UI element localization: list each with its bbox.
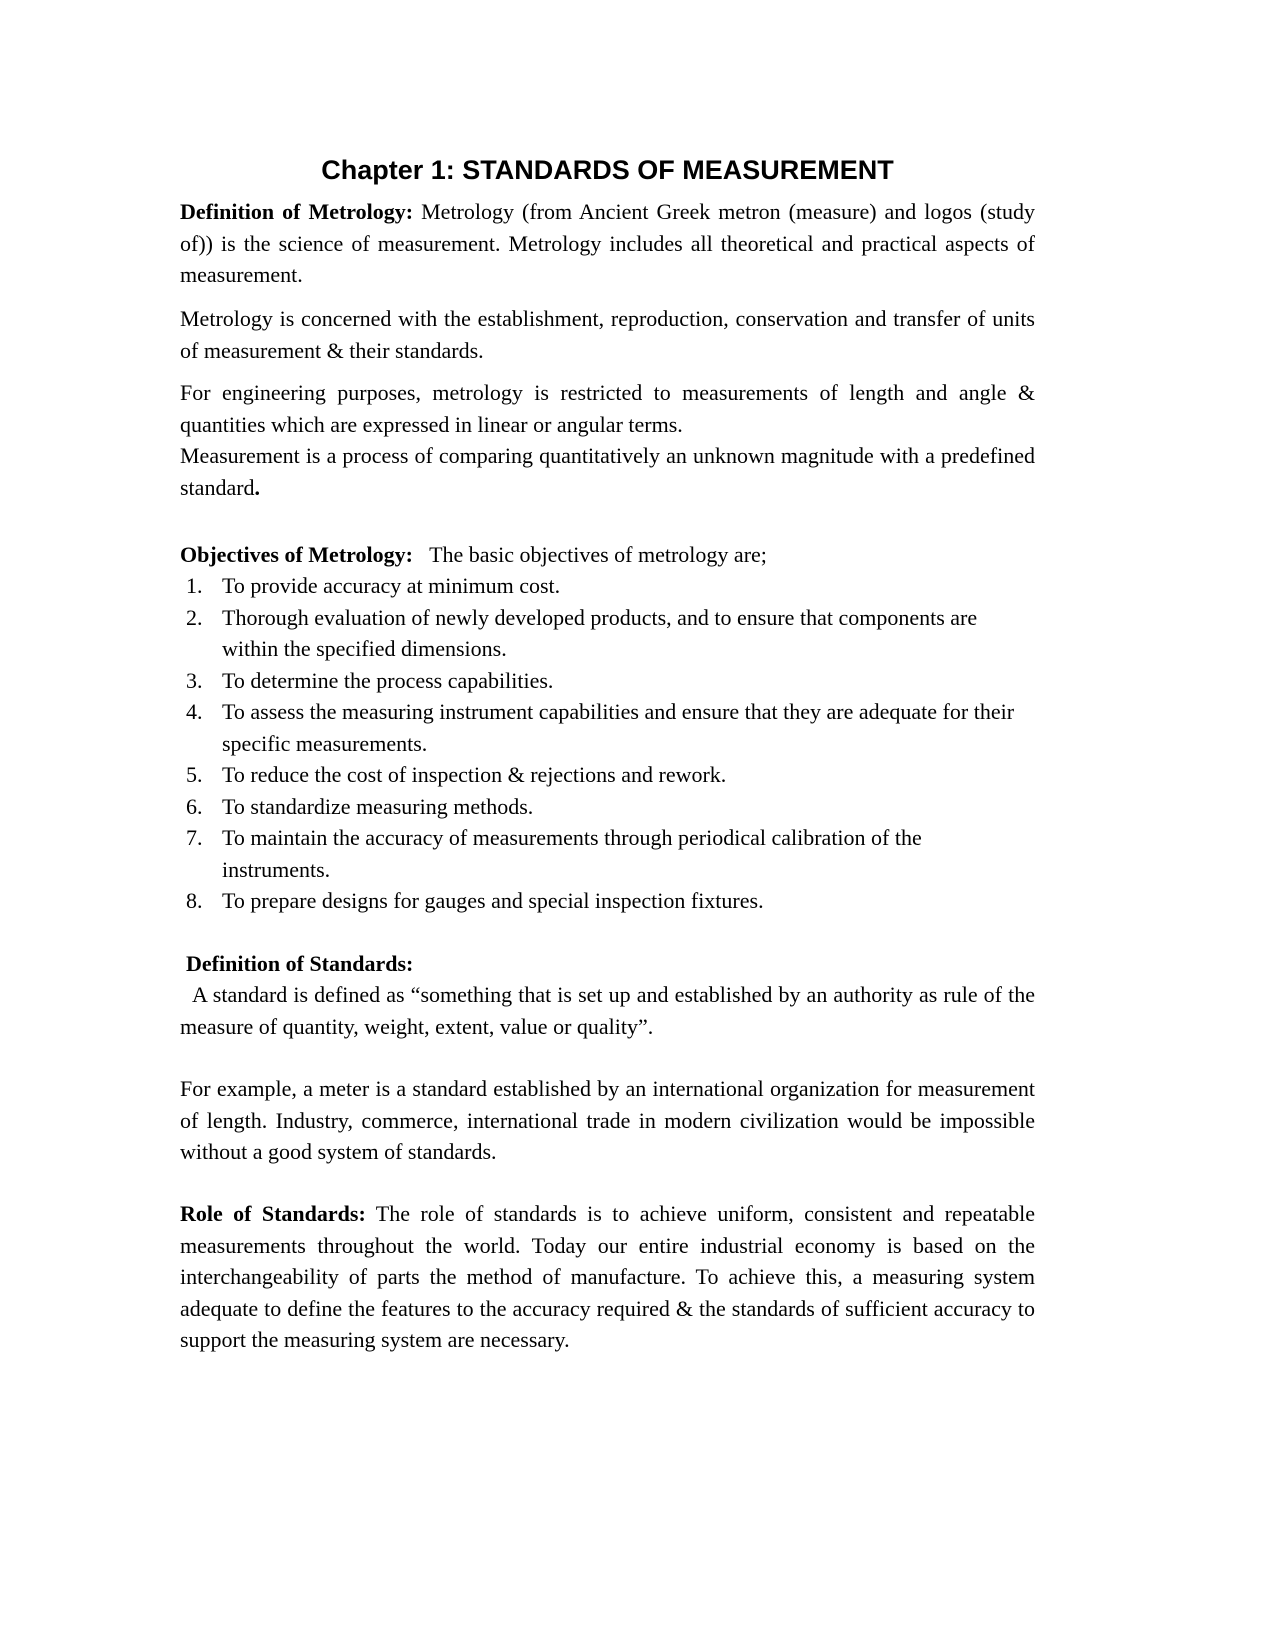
list-item-number: 7. <box>186 825 203 850</box>
objectives-heading-line <box>180 539 1035 571</box>
list-item <box>180 822 1035 885</box>
list-item <box>180 759 1035 791</box>
metrology-concerned-paragraph: Metrology is concerned with the establishment, reproduction, conservation and transfer of units of measurement & their standards. <box>180 306 1035 363</box>
list-item <box>180 696 1035 759</box>
list-item-text: To maintain the accuracy of measurements through periodical calibration of the instruments. <box>222 825 922 882</box>
list-item-number: 8. <box>186 888 203 913</box>
list-item-number: 5. <box>186 762 203 787</box>
objectives-label: Objectives of Metrology: <box>180 542 413 567</box>
metrology-definition-paragraph <box>180 196 1035 291</box>
list-item <box>180 570 1035 602</box>
list-item <box>180 602 1035 665</box>
metrology-definition-text: Metrology (from Ancient Greek metron (measure) and logos (study of)) is the science of measurement. Metrology includes all theoretical and practical aspects of measurement. <box>180 199 1035 287</box>
list-item-number: 4. <box>186 699 203 724</box>
list-item-text: Thorough evaluation of newly developed products, and to ensure that components are within the specified dimensions. <box>222 604 978 661</box>
objectives-intro: The basic objectives of metrology are; <box>412 542 767 567</box>
role-of-standards-label: Role of Standards: <box>180 1201 366 1226</box>
standards-definition-heading: Definition of Standards: <box>186 951 414 976</box>
objectives-list <box>180 570 1035 917</box>
measurement-definition-text: Measurement is a process of comparing quantitatively an unknown magnitude with a predefined standard <box>180 443 1035 500</box>
list-item-text: To standardize measuring methods. <box>222 793 534 819</box>
list-item-number: 3. <box>186 667 203 693</box>
list-item-text: To determine the process capabilities. <box>222 667 554 693</box>
list-item <box>180 665 1035 697</box>
list-item-text: To provide accuracy at minimum cost. <box>222 573 561 598</box>
list-item-text: To reduce the cost of inspection & rejections and rework. <box>222 762 727 787</box>
list-item <box>180 791 1035 823</box>
role-of-standards-paragraph <box>180 1198 1035 1356</box>
measurement-definition-period: . <box>254 474 261 500</box>
list-item-text: To prepare designs for gauges and special inspection fixtures. <box>222 888 764 913</box>
list-item-number: 1. <box>186 573 203 598</box>
metrology-definition-label: Definition of Metrology: <box>180 199 414 224</box>
list-item-number: 6. <box>186 793 203 819</box>
standards-definition-paragraph: A standard is defined as “something that is set up and established by an authority as rule of the measure of quantity, weight, extent, value or quality”. <box>180 982 1035 1039</box>
engineering-purposes-paragraph: For engineering purposes, metrology is restricted to measurements of length and angle & quantities which are expressed in linear or angular terms. <box>180 380 1035 437</box>
measurement-definition-paragraph <box>180 440 1035 503</box>
page-title: Chapter 1: STANDARDS OF MEASUREMENT <box>321 155 894 185</box>
list-item-number: 2. <box>186 604 203 630</box>
list-item-text: To assess the measuring instrument capabilities and ensure that they are adequate for their specific measurements. <box>222 699 1015 756</box>
example-paragraph: For example, a meter is a standard established by an international organization for measurement of length. Industry, commerce, international trade in modern civilization would be impossible without a good system of standards. <box>180 1076 1035 1164</box>
list-item <box>180 885 1035 917</box>
role-of-standards-text: The role of standards is to achieve uniform, consistent and repeatable measurements throughout the world. Today our entire industrial economy is based on the interchangeability of parts the method of manufacture. To achieve this, a measuring system adequate to define the features to the accuracy required & the standards of sufficient accuracy to support the measuring system are necessary. <box>180 1201 1035 1352</box>
